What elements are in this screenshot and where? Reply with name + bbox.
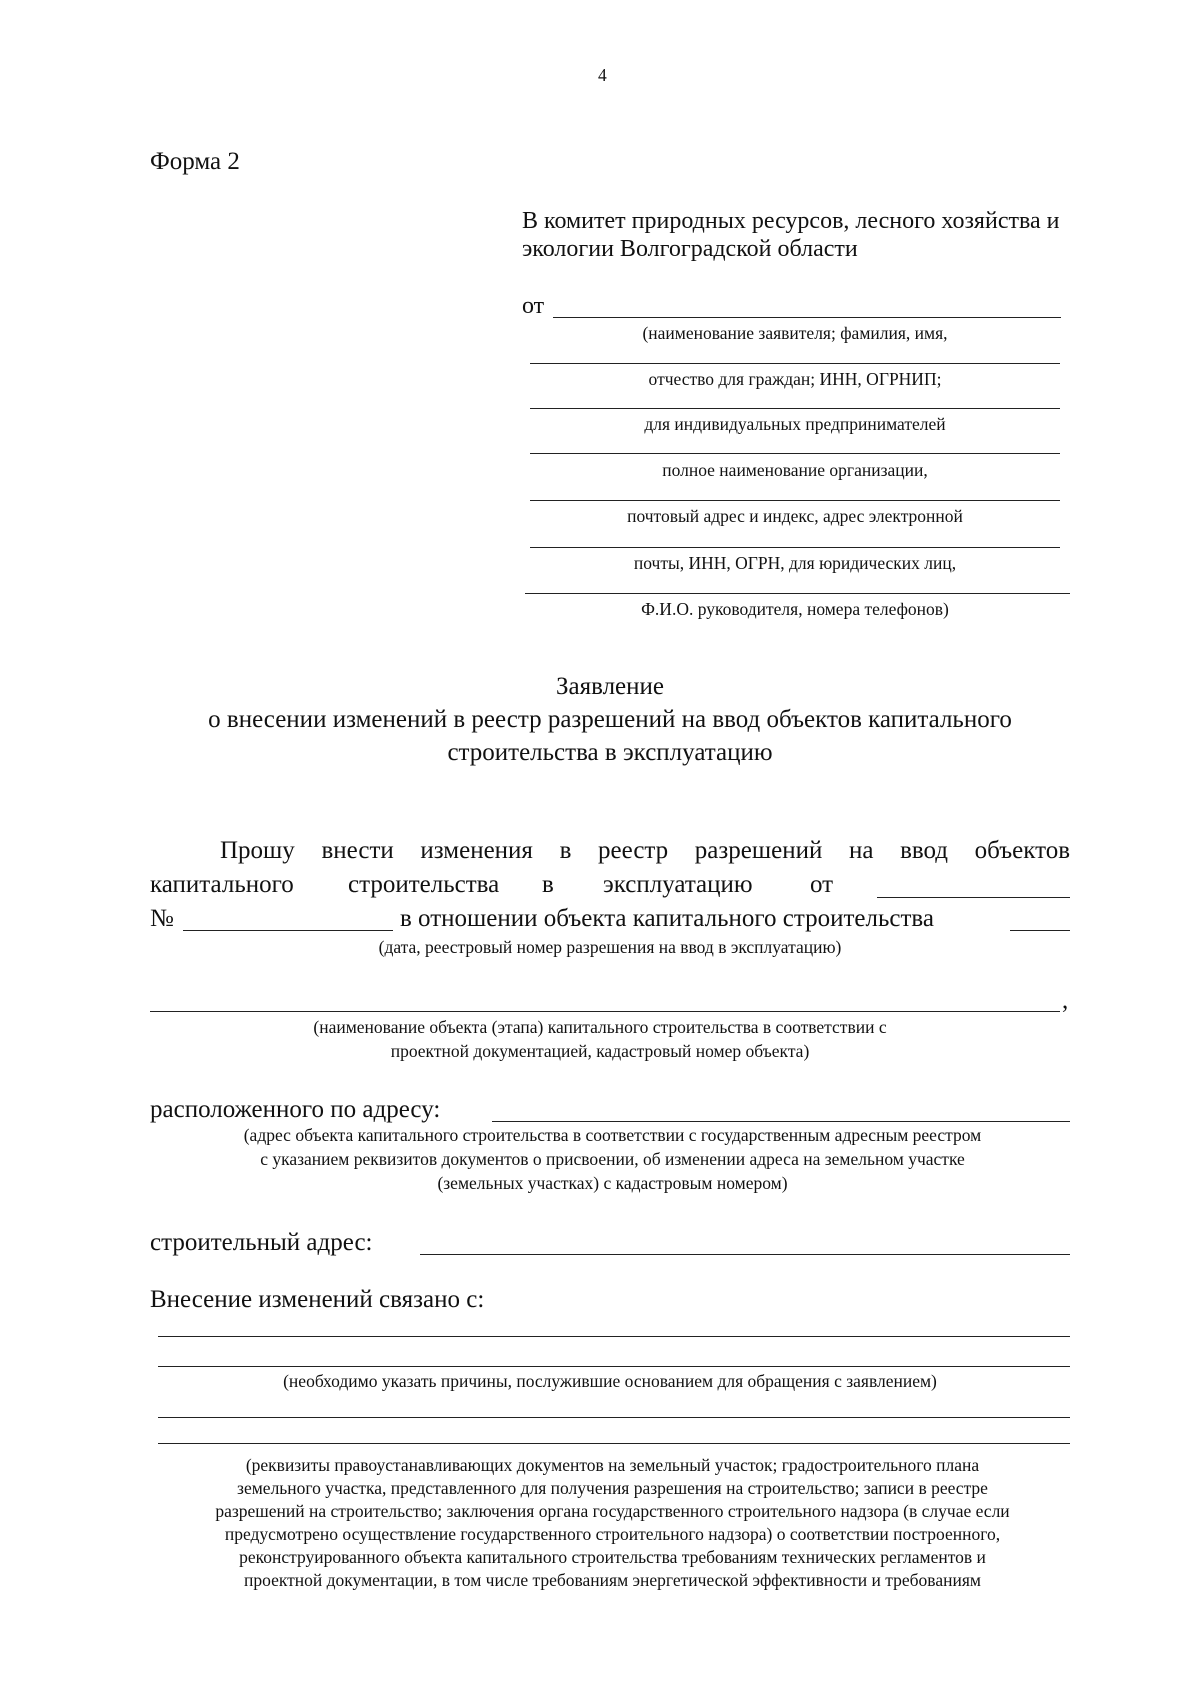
applicant-hint-5: почтовый адрес и индекс, адрес электронной: [627, 506, 963, 526]
document-subtitle-line-1: о внесении изменений в реестр разрешений на ввод объектов капитального: [208, 706, 1012, 733]
date-field-line[interactable]: [877, 897, 1070, 898]
page-number: 4: [598, 65, 607, 85]
from-label: от: [522, 293, 545, 319]
requisites-field-line[interactable]: [158, 1443, 1070, 1444]
comma: ,: [1062, 987, 1069, 1014]
hint-object-1: (наименование объекта (этапа) капитального строительства в соответствии с: [313, 1017, 887, 1037]
applicant-hint-3: для индивидуальных предпринимателей: [644, 414, 946, 434]
applicant-hint-1: (наименование заявителя; фамилия, имя,: [642, 323, 948, 343]
hint-address-2: с указанием реквизитов документов о присвоении, об изменении адреса на земельном участке: [260, 1149, 965, 1169]
applicant-field-line[interactable]: [530, 453, 1060, 454]
located-label: расположенного по адресу:: [150, 1096, 441, 1123]
hint-address-1: (адрес объекта капитального строительства в соответствии с государственным адресным реестром: [243, 1125, 982, 1145]
applicant-hint-7: Ф.И.О. руководителя, номера телефонов): [641, 599, 949, 619]
hint-address-3: (земельных участках) с кадастровым номером): [437, 1173, 788, 1193]
request-line-3: в отношении объекта капитального строительства: [400, 905, 934, 932]
applicant-field-line[interactable]: [525, 593, 1070, 594]
applicant-field-line[interactable]: [530, 547, 1060, 548]
number-sign: №: [150, 905, 174, 932]
hint-object-2: проектной документацией, кадастровый номер объекта): [390, 1041, 810, 1061]
request-line-2: [150, 870, 1070, 900]
hint-requisites-3: разрешений на строительство; заключения органа государственного строительного надзора (в случае если: [215, 1501, 1010, 1521]
applicant-field-line[interactable]: [530, 363, 1060, 364]
reasons-field-line[interactable]: [158, 1336, 1070, 1337]
applicant-field-line[interactable]: [530, 500, 1060, 501]
word-construction: строительства: [348, 871, 500, 898]
address-field-line[interactable]: [492, 1121, 1070, 1122]
hint-requisites-6: проектной документации, в том числе требованиям энергетической эффективности и требованиям: [244, 1570, 981, 1590]
word-capital: капитального: [150, 871, 294, 898]
construction-address-label: строительный адрес:: [150, 1229, 373, 1256]
applicant-hint-4: полное наименование организации,: [662, 460, 928, 480]
object-field-tail-line[interactable]: [1010, 930, 1070, 931]
reasons-field-line[interactable]: [158, 1366, 1070, 1367]
word-in: в: [542, 871, 554, 898]
hint-date-number: (дата, реестровый номер разрешения на ввод в эксплуатацию): [378, 937, 842, 957]
word-from: от: [810, 871, 834, 898]
request-line-1: Прошу внести изменения в реестр разрешений на ввод объектов: [220, 837, 1070, 864]
registry-number-field-line[interactable]: [183, 930, 393, 931]
document-subtitle-line-2: строительства в эксплуатацию: [447, 739, 773, 766]
applicant-field-line[interactable]: [553, 317, 1061, 318]
applicant-hint-2: отчество для граждан; ИНН, ОГРНИП;: [648, 369, 942, 389]
applicant-hint-6: почты, ИНН, ОГРН, для юридических лиц,: [633, 553, 957, 573]
hint-reasons: (необходимо указать причины, послужившие основанием для обращения с заявлением): [283, 1371, 937, 1391]
hint-requisites-1: (реквизиты правоустанавливающих документов на земельный участок; градостроительного плана: [245, 1455, 980, 1475]
applicant-field-line[interactable]: [530, 408, 1060, 409]
requisites-field-line[interactable]: [158, 1417, 1070, 1418]
form-label: Форма 2: [150, 148, 240, 175]
document-title: Заявление: [555, 673, 665, 700]
addressee-line-2: экологии Волгоградской области: [522, 236, 858, 262]
hint-requisites-5: реконструированного объекта капитального строительства требованиям технических регламентов и: [239, 1547, 986, 1567]
word-exploitation: эксплуатацию: [603, 871, 753, 898]
construction-address-field-line[interactable]: [420, 1254, 1070, 1255]
addressee-line-1: В комитет природных ресурсов, лесного хозяйства и: [522, 208, 1060, 234]
object-name-field-line[interactable]: [150, 1011, 1060, 1012]
changes-label: Внесение изменений связано с:: [150, 1286, 485, 1313]
hint-requisites-4: предусмотрено осуществление государственного строительного надзора) о соответствии построенного,: [224, 1524, 1001, 1544]
hint-requisites-2: земельного участка, представленного для получения разрешения на строительство; записи в реестре: [237, 1478, 988, 1498]
